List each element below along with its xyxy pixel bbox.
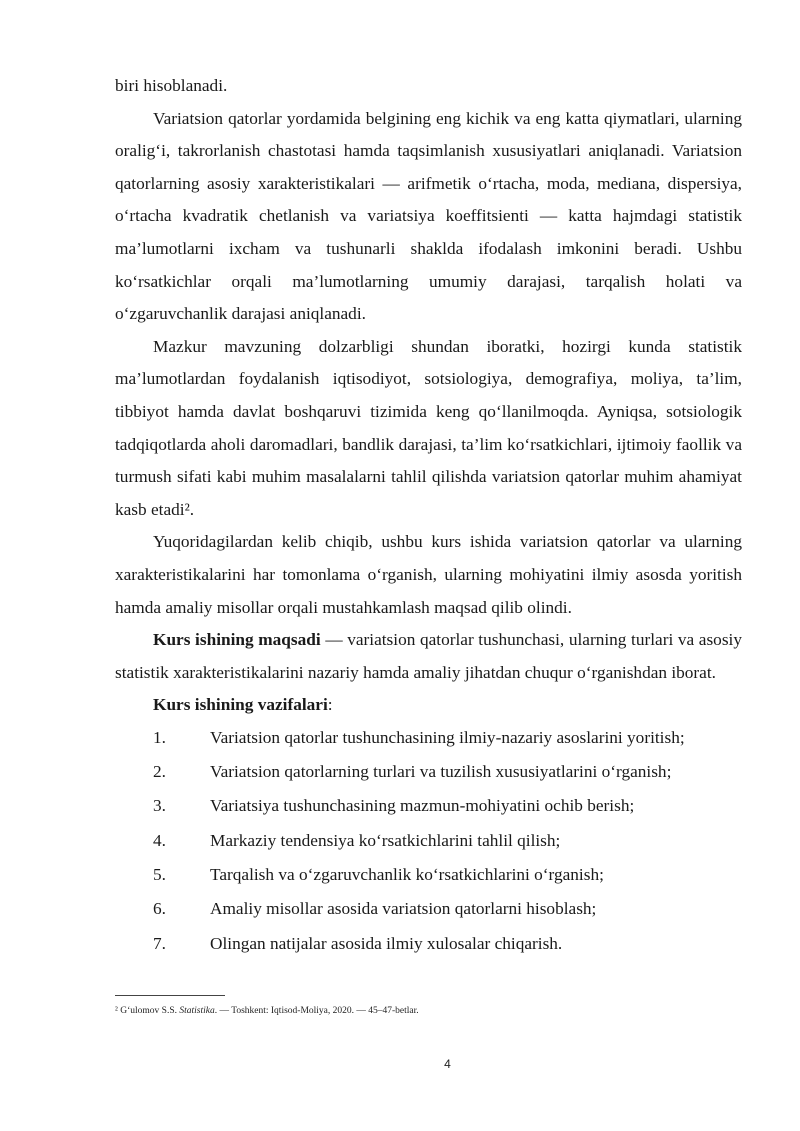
footnote-mark: ² <box>115 1006 118 1016</box>
list-item-text: Amaliy misollar asosida variatsion qatorlarni hisoblash; <box>210 899 597 919</box>
list-item <box>115 893 742 927</box>
paragraph-goal <box>115 624 742 689</box>
footnote-details: . — Toshkent: Iqtisod-Moliya, 2020. — 45–47-betlar. <box>214 1006 419 1016</box>
list-item <box>115 825 742 859</box>
tasks-list <box>115 722 742 962</box>
list-item-number: 4. <box>153 830 166 850</box>
footnote-reference[interactable]: ² <box>184 499 190 519</box>
footnote-divider <box>115 995 225 996</box>
list-item <box>115 859 742 893</box>
paragraph-continuation: biri hisoblanadi. <box>115 76 228 95</box>
list-item-text: Variatsion qatorlarning turlari va tuzilish xususiyatlarini o‘rganish; <box>210 762 672 782</box>
goal-text: — variatsion qatorlar tushunchasi, ularning turlari va asosiy statistik xarakteristikalarini nazariy hamda amaliy jihatdan chuqur o‘rganishdan iborat. <box>115 630 742 682</box>
tasks-heading-line <box>115 689 742 722</box>
list-item-number: 1. <box>153 727 166 747</box>
list-item-number: 7. <box>153 933 166 953</box>
paragraph-goal-intro: Yuqoridagilardan kelib chiqib, ushbu kurs ishida variatsion qatorlar va ularning xarakteristikalarini har tomonlama o‘rganish, ularning mohiyatini ilmiy asosda yoritish hamda amaliy misollar orqali mustahkamlash maqsad qilib olindi. <box>115 532 742 617</box>
list-item-text: Tarqalish va o‘zgaruvchanlik ko‘rsatkichlarini o‘rganish; <box>210 865 604 885</box>
list-item-number: 6. <box>153 899 166 919</box>
list-item <box>115 790 742 824</box>
footnote-title: Statistika <box>179 1006 215 1016</box>
body-text <box>115 70 742 962</box>
list-item-text: Markaziy tendensiya ko‘rsatkichlarini tahlil qilish; <box>210 830 561 850</box>
list-item-text: Variatsion qatorlar tushunchasining ilmiy-nazariy asoslarini yoritish; <box>210 727 685 747</box>
list-item-number: 3. <box>153 796 166 816</box>
paragraph-variation-series: Variatsion qatorlar yordamida belgining eng kichik va eng katta qiymatlari, ularning oralig‘i, takrorlanish chastotasi hamda taqsimlanish xususiyatlari aniqlanadi. Variatsion qatorlarning asosiy xarakteristikalari — arifmetik o‘rtacha, moda, mediana, dispersiya, o‘rtacha kvadratik chetlanish va variatsiya koeffitsienti — katta hajmdagi statistik ma’lumotlarni ixcham va tushunarli shaklda ifodalash imkonini beradi. Ushbu ko‘rsatkichlar orqali ma’lumotlarning umumiy darajasi, tarqalish holati va o‘zgaruvchanlik darajasi aniqlanadi. <box>115 108 742 324</box>
paragraph-relevance-end: . <box>189 499 195 519</box>
list-item <box>115 722 742 756</box>
list-item-text: Olingan natijalar asosida ilmiy xulosalar chiqarish. <box>210 933 563 953</box>
tasks-heading-colon: : <box>327 695 333 715</box>
goal-heading: Kurs ishining maqsadi <box>153 630 321 650</box>
list-item-number: 2. <box>153 762 166 782</box>
list-item-text: Variatsiya tushunchasining mazmun-mohiyatini ochib berish; <box>210 796 635 816</box>
list-item <box>115 756 742 790</box>
paragraph-relevance-text: Mazkur mavzuning dolzarbligi shundan iboratki, hozirgi kunda statistik ma’lumotlardan foydalanish iqtisodiyot, sotsiologiya, demografiya, moliya, ta’lim, tibbiyot hamda davlat boshqaruvi tizimida keng qo‘llanilmoqda. Ayniqsa, sotsiologik tadqiqotlarda aholi daromadlari, bandlik darajasi, ta’lim ko‘rsatkichlari, ijtimoiy faollik va turmush sifati kabi muhim masalalarni tahlil qilishda variatsion qatorlar muhim ahamiyat kasb etadi <box>115 336 742 519</box>
footnote <box>115 1004 742 1018</box>
paragraph-relevance <box>115 331 742 527</box>
page-number: 4 <box>444 1057 451 1071</box>
footnote-author: G‘ulomov S.S. <box>117 1006 180 1016</box>
list-item-number: 5. <box>153 865 166 885</box>
tasks-heading: Kurs ishining vazifalari <box>153 695 328 715</box>
list-item <box>115 928 742 962</box>
